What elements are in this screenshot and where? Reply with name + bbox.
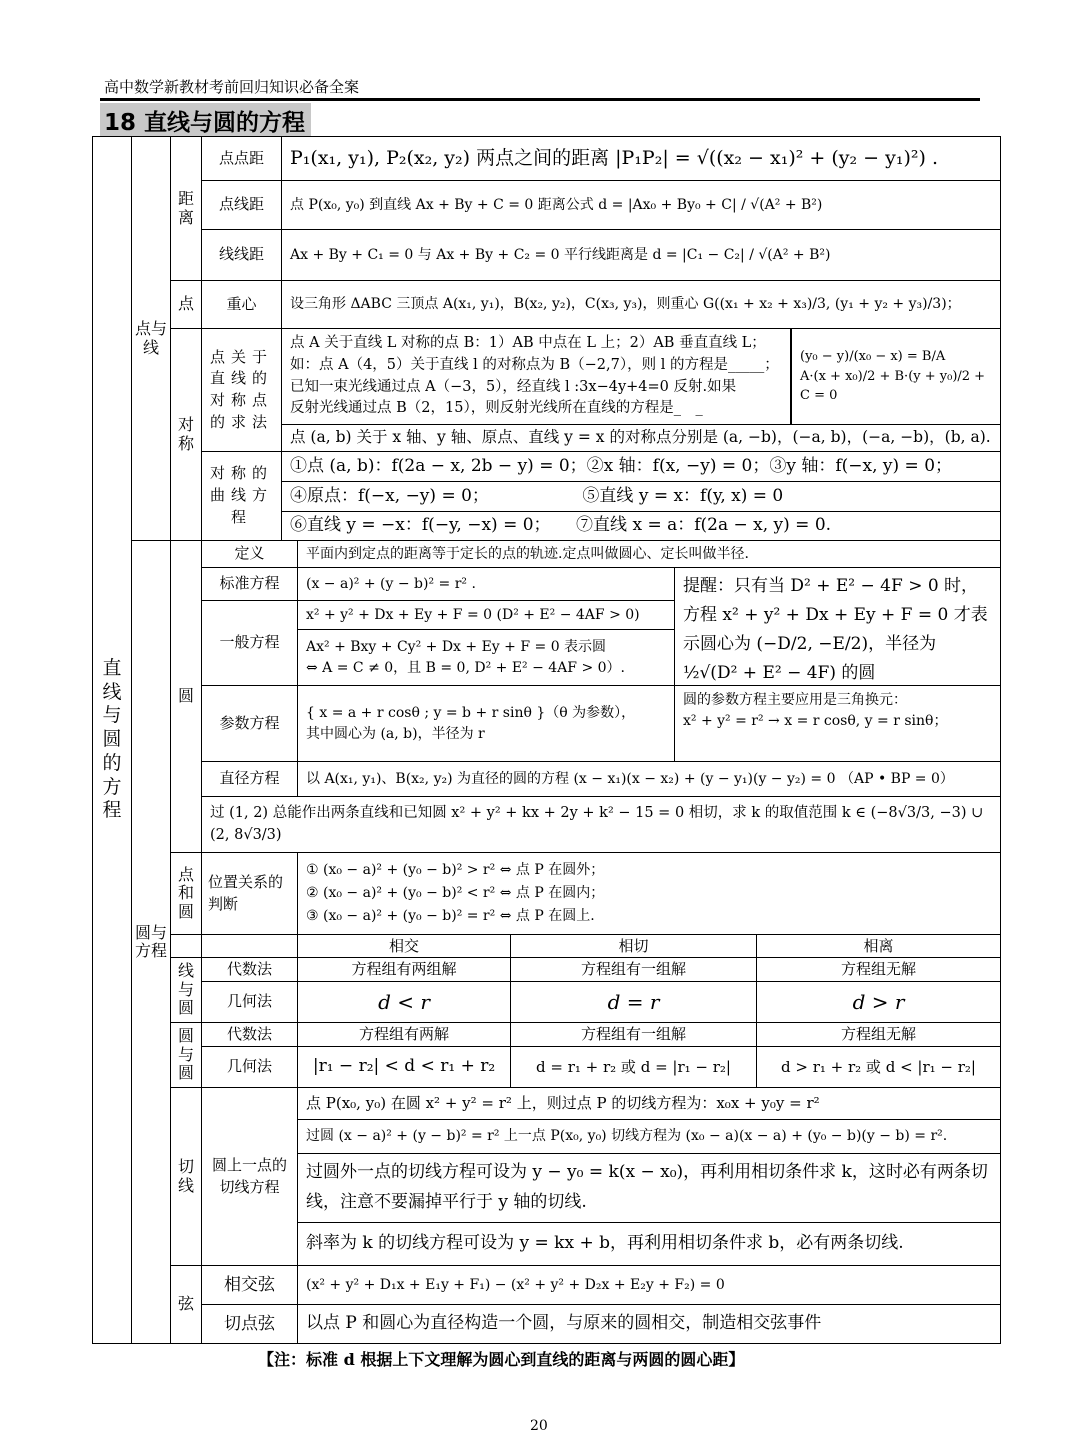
position-case: ② (x₀ − a)² + (y₀ − b)² < r² ⇔ 点 P 在圆内； — [306, 884, 605, 901]
tangent-chord-method: 以点 P 和圆心为直径构造一个圆，与原来的圆相交，制造相交弦事件 — [297, 1304, 1001, 1344]
line-circle-algebra-cell: 方程组有两组解 — [297, 957, 511, 982]
chord-label: 弦 — [170, 1265, 202, 1344]
point-line-distance-label: 点线距 — [201, 180, 282, 230]
relation-header-spacer — [170, 934, 202, 958]
line-line-distance-formula: Ax + By + C₁ = 0 与 Ax + By + C₂ = 0 平行线距离是 d = |C₁ − C₂| / √(A² + B²) — [281, 229, 1001, 281]
symmetric-point-line: 反射光线通过点 B（2，15），则反射光线所在直线的方程是_ _ — [290, 400, 703, 417]
common-chord-equation: (x² + y² + D₁x + E₁y + F₁) − (x² + y² + D₂x + E₂y + F₂) = 0 — [297, 1265, 1001, 1305]
circle-circle-algebra-label: 代数法 — [201, 1022, 298, 1047]
main-side-label: 直线与圆的方程 — [92, 136, 132, 1344]
general-equation-reminder: 提醒：只有当 D² + E² − 4F > 0 时，方程 x² + y² + Dx + Ey + F = 0 才表示圆心为 (−D/2, −E/2)，半径为 ½√(D² + E² − 4F) 的圆 — [674, 567, 1001, 686]
book-title: 高中数学新教材考前回归知识必备全案 — [104, 78, 360, 96]
symmetric-curve-line: ④原点：f(−x, −y) = 0； ⑤直线 y = x：f(y, x) = 0 — [281, 481, 1001, 512]
line-line-distance-label: 线线距 — [201, 229, 282, 281]
line-circle-geometry-label: 几何法 — [201, 981, 298, 1023]
point-point-distance-formula: P₁(x₁, y₁), P₂(x₂, y₂) 两点之间的距离 |P₁P₂| = √((x₂ − x₁)² + (y₂ − y₁)²) . — [281, 136, 1001, 181]
circle-circle-geometry-cell: d = r₁ + r₂ 或 d = |r₁ − r₂| — [510, 1046, 757, 1088]
common-chord-label: 相交弦 — [201, 1265, 298, 1305]
parametric-line: 其中圆心为 (a, b)，半径为 r — [306, 725, 485, 742]
position-judgement — [297, 852, 1001, 935]
point-line-label: 点与线 — [131, 136, 171, 541]
circle-circle-algebra-cell: 方程组有一组解 — [510, 1022, 757, 1047]
symmetric-point-system — [790, 328, 1001, 425]
circle-circle-algebra-cell: 方程组有两解 — [297, 1022, 511, 1047]
symmetric-point-method — [281, 328, 791, 425]
symmetric-curve-line: ⑥直线 y = −x：f(−y, −x) = 0； ⑦直线 x = a：f(2a − x, y) = 0. — [281, 511, 1001, 541]
symmetric-curve-line: ①点 (a, b)：f(2a − x, 2b − y) = 0；②x 轴：f(x, −y) = 0；③y 轴：f(−x, y) = 0； — [281, 451, 1001, 482]
page-number: 20 — [530, 1418, 548, 1434]
separate-header: 相离 — [756, 934, 1001, 958]
tangent-on-circle: 点 P(x₀, y₀) 在圆 x² + y² = r² 上，则过点 P 的切线方程为：x₀x + y₀y = r² — [297, 1087, 1001, 1120]
circle-circle-geometry-label: 几何法 — [201, 1046, 298, 1088]
symmetric-point-summary: 点 (a, b) 关于 x 轴、y 轴、原点、直线 y = x 的对称点分别是 (a, −b)，(−a, b)，(−a, −b)，(b, a). — [281, 424, 1001, 452]
line-circle-geometry-cell: d = r — [510, 981, 757, 1023]
diameter-equation-label: 直径方程 — [201, 761, 298, 797]
point-point-distance-label: 点点距 — [201, 136, 282, 181]
circle-circle-geometry-cell: |r₁ − r₂| < d < r₁ + r₂ — [297, 1046, 511, 1088]
position-case: ③ (x₀ − a)² + (y₀ − b)² = r² ⇔ 点 P 在圆上. — [306, 908, 595, 925]
footer-note: 【注：标准 d 根据上下文理解为圆心到直线的距离与两圆的圆心距】 — [258, 1350, 745, 1369]
general-equation-label: 一般方程 — [201, 600, 298, 686]
general-quadratic-line: Ax² + Bxy + Cy² + Dx + Ey + F = 0 表示圆 — [306, 638, 607, 655]
parametric-application — [674, 685, 1001, 762]
general-quadratic-line: ⇔ A = C ≠ 0，且 B = 0, D² + E² − 4AF > 0）. — [306, 659, 625, 676]
tangent-label: 切线 — [170, 1087, 202, 1266]
circle-circle-geometry-cell: d > r₁ + r₂ 或 d < |r₁ − r₂| — [756, 1046, 1001, 1088]
tangent-header: 相切 — [510, 934, 757, 958]
general-quadratic-condition — [297, 629, 675, 686]
tangent-equation-label: 圆上一点的切线方程 — [201, 1087, 298, 1266]
general-equation: x² + y² + Dx + Ey + F = 0 (D² + E² − 4AF > 0) — [297, 600, 675, 630]
position-judgement-label: 位置关系的判断 — [201, 852, 298, 935]
point-label: 点 — [170, 280, 202, 329]
position-case: ① (x₀ − a)² + (y₀ − b)² > r² ⇔ 点 P 在圆外； — [306, 861, 605, 878]
parametric-note: x² + y² = r² → x = r cosθ, y = r sinθ； — [683, 713, 948, 729]
symmetric-curve-label: 对称的曲线方程 — [201, 451, 282, 541]
line-circle-geometry-cell: d < r — [297, 981, 511, 1023]
standard-equation-label: 标准方程 — [201, 567, 298, 601]
system-equation: A·(x + x₀)/2 + B·(y + y₀)/2 + C = 0 — [800, 368, 986, 404]
symmetry-label: 对称 — [170, 328, 202, 541]
line-circle-algebra-label: 代数法 — [201, 957, 298, 982]
parametric-equation-label: 参数方程 — [201, 685, 298, 762]
definition-label: 定义 — [201, 540, 298, 568]
symmetric-point-line: 已知一束光线通过点 A（−3，5），经直线 l :3x−4y+4=0 反射.如果 — [290, 378, 737, 395]
tangent-given-slope: 斜率为 k 的切线方程可设为 y = kx + b，再利用相切条件求 b，必有两条切线. — [297, 1222, 1001, 1266]
line-circle-algebra-cell: 方程组无解 — [756, 957, 1001, 982]
symmetric-point-line: 点 A 关于直线 L 对称的点 B：1）AB 中点在 L 上；2）AB 垂直直线 L； — [290, 335, 766, 351]
relation-header-blank — [201, 934, 298, 958]
point-circle-label: 点和圆 — [170, 852, 202, 935]
tangent-external-point: 过圆外一点的切线方程可设为 y − y₀ = k(x − x₀)，再利用相切条件求 k，这时必有两条切线，注意不要漏掉平行于 y 轴的切线. — [297, 1153, 1001, 1223]
tangent-range-example: 过 (1, 2) 总能作出两条直线和已知圆 x² + y² + kx + 2y + k² − 15 = 0 相切，求 k 的取值范围 k ∈ (−8√3/3, −3) ∪ (2, 8√3/3) — [201, 796, 1001, 853]
tangent-chord-label: 切点弦 — [201, 1304, 298, 1344]
section-title: 18 直线与圆的方程 — [100, 103, 311, 137]
parametric-line: { x = a + r cosθ ; y = b + r sinθ }（θ 为参数）， — [306, 704, 636, 721]
diameter-equation: 以 A(x₁, y₁)、B(x₂, y₂) 为直径的圆的方程 (x − x₁)(x − x₂) + (y − y₁)(y − y₂) = 0 （AP • BP = 0） — [297, 761, 1001, 797]
symmetric-point-line: 如：点 A（4，5）关于直线 l 的对称点为 B（−2,7），则 l 的方程是_____； — [290, 356, 779, 373]
centroid-formula: 设三角形 ΔABC 三顶点 A(x₁, y₁)，B(x₂, y₂)，C(x₃, y₃)，则重心 G((x₁ + x₂ + x₃)/3, (y₁ + y₂ + y₃)/3)； — [281, 280, 1001, 329]
point-line-distance-formula: 点 P(x₀, y₀) 到直线 Ax + By + C = 0 距离公式 d = |Ax₀ + By₀ + C| / √(A² + B²) — [281, 180, 1001, 230]
line-circle-label: 线与圆 — [170, 957, 202, 1023]
line-circle-geometry-cell: d > r — [756, 981, 1001, 1023]
circle-circle-label: 圆与圆 — [170, 1022, 202, 1088]
circle-equation-label: 圆与方程 — [131, 540, 171, 1344]
circle-circle-algebra-cell: 方程组无解 — [756, 1022, 1001, 1047]
intersect-header: 相交 — [297, 934, 511, 958]
parametric-note: 圆的参数方程主要应用是三角换元： — [683, 692, 907, 708]
symmetric-point-label: 点关于直线的对称点的求法 — [201, 328, 282, 452]
standard-equation: (x − a)² + (y − b)² = r² . — [297, 567, 675, 601]
definition-text: 平面内到定点的距离等于定长的点的轨迹.定点叫做圆心、定长叫做半径. — [297, 540, 1001, 568]
distance-label: 距离 — [170, 136, 202, 281]
system-equation: (y₀ − y)/(x₀ − x) = B/A — [800, 349, 946, 365]
centroid-label: 重心 — [201, 280, 282, 329]
tangent-general-circle: 过圆 (x − a)² + (y − b)² = r² 上一点 P(x₀, y₀) 切线方程为 (x₀ − a)(x − a) + (y₀ − b)(y − b) = r². — [297, 1119, 1001, 1154]
circle-label: 圆 — [170, 540, 202, 853]
line-circle-algebra-cell: 方程组有一组解 — [510, 957, 757, 982]
parametric-equation — [297, 685, 675, 762]
